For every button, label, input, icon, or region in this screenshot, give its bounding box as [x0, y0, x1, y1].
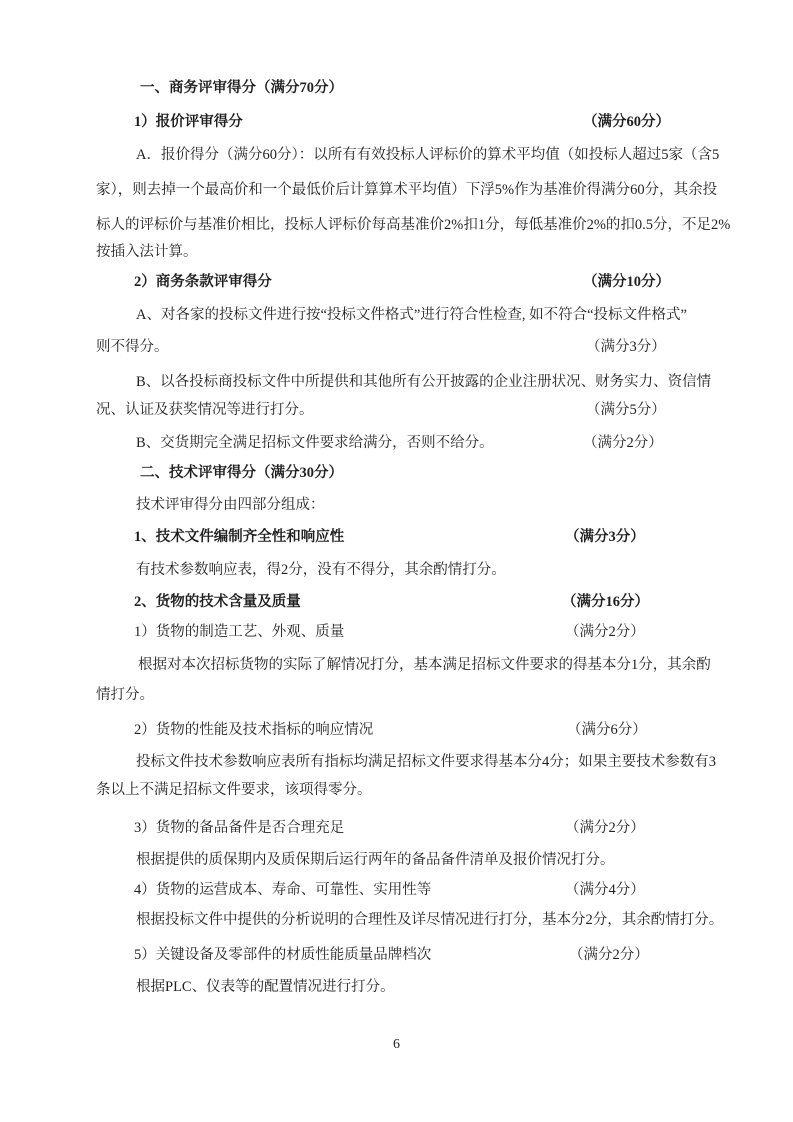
max-score-label: （满分6分） — [567, 722, 647, 738]
max-score-label: （满分2分） — [565, 624, 645, 640]
heading-goods-tech-quality — [0, 593, 793, 612]
paragraph-text: 投标文件技术参数响应表所有指标均满足招标文件要求得基本分4分；如果主要技术参数有3 — [136, 754, 716, 770]
heading-text: 2、货物的技术含量及质量 — [134, 594, 301, 610]
max-score-label: （满分3分） — [586, 339, 666, 355]
heading-text: 1、技术文件编制齐全性和响应性 — [134, 529, 345, 545]
item-spare-parts — [0, 819, 793, 838]
item-manufacturing-quality — [0, 623, 793, 642]
max-score-label: （满分3分） — [565, 529, 645, 545]
item-text: 2）货物的性能及技术指标的响应情况 — [134, 722, 374, 738]
heading-commercial-score — [0, 79, 793, 98]
item-operating-cost — [0, 881, 793, 900]
max-score-label: （满分2分） — [565, 820, 645, 836]
max-score-label: （满分2分） — [569, 947, 649, 963]
para-price-scoring-line-4 — [0, 243, 793, 262]
para-enterprise-info-line-2 — [0, 401, 793, 420]
para-performance-line-1 — [0, 753, 793, 772]
max-score-label: （满分2分） — [583, 435, 663, 451]
heading-commercial-terms — [0, 273, 793, 292]
paragraph-text: 标人的评标价与基准价相比，投标人评标价每高基准价2%扣1分，每低基准价2%的扣0.5分，不足2% — [96, 217, 731, 233]
heading-text: 2）商务条款评审得分 — [134, 274, 272, 290]
para-operating-cost — [0, 911, 793, 930]
item-text: 5）关键设备及零部件的材质性能质量品牌档次 — [134, 947, 432, 963]
paragraph-text: 有技术参数响应表，得2分，没有不得分，其余酌情打分。 — [136, 562, 506, 578]
paragraph-text: 按插入法计算。 — [96, 244, 198, 260]
item-key-equipment — [0, 946, 793, 965]
paragraph-text: 情打分。 — [96, 687, 154, 703]
paragraph-text: A、对各家的投标文件进行按“投标文件格式”进行符合性检查, 如不符合“投标文件格式” — [136, 307, 687, 323]
para-price-scoring-line-2 — [0, 181, 793, 200]
item-performance-response — [0, 721, 793, 740]
heading-technical-score — [0, 464, 793, 483]
heading-text: 二、技术评审得分（满分30分） — [140, 465, 343, 481]
para-price-scoring-line-1 — [0, 146, 793, 165]
max-score-label: （满分5分） — [586, 402, 666, 418]
paragraph-text: B、以各投标商投标文件中所提供和其他所有公开披露的企业注册状况、财务实力、资信情 — [136, 374, 712, 390]
para-performance-line-2 — [0, 781, 793, 800]
paragraph-text: 则不得分。 — [96, 339, 169, 355]
max-score-label: （满分4分） — [565, 882, 645, 898]
paragraph-text: 根据投标文件中提供的分析说明的合理性及详尽情况进行打分，基本分2分，其余酌情打分。 — [136, 912, 724, 928]
paragraph-text: 根据PLC、仪表等的配置情况进行打分。 — [136, 979, 395, 995]
para-tech-response-table — [0, 561, 793, 580]
max-score-label: （满分60分） — [583, 114, 670, 130]
heading-tech-doc-completeness — [0, 528, 793, 547]
item-text: 1）货物的制造工艺、外观、质量 — [134, 624, 345, 640]
para-spare-parts — [0, 851, 793, 870]
para-plc-config — [0, 978, 793, 997]
paragraph-text: 技术评审得分由四部分组成： — [136, 497, 325, 513]
max-score-label: （满分16分） — [562, 594, 649, 610]
heading-text: 1）报价评审得分 — [134, 114, 243, 130]
para-manufacturing-line-1 — [0, 656, 793, 675]
heading-price-review — [0, 113, 793, 132]
para-enterprise-info-line-1 — [0, 373, 793, 392]
paragraph-text: 根据对本次招标货物的实际了解情况打分，基本满足招标文件要求的得基本分1分，其余酌 — [138, 657, 711, 673]
paragraph-text: 根据提供的质保期内及质保期后运行两年的备品备件清单及报价情况打分。 — [136, 852, 615, 868]
item-text: 3）货物的备品备件是否合理充足 — [134, 820, 345, 836]
para-format-check-line-2 — [0, 338, 793, 357]
paragraph-text: 条以上不满足招标文件要求，该项得零分。 — [96, 782, 372, 798]
max-score-label: （满分10分） — [583, 274, 670, 290]
para-price-scoring-line-3 — [0, 216, 793, 235]
item-text: 4）货物的运营成本、寿命、可靠性、实用性等 — [134, 882, 432, 898]
para-manufacturing-line-2 — [0, 686, 793, 705]
para-delivery-time — [0, 434, 793, 453]
heading-text: 一、商务评审得分（满分70分） — [140, 80, 343, 96]
para-format-check-line-1 — [0, 306, 793, 325]
page-number: 6 — [393, 1037, 400, 1052]
paragraph-text: B、交货期完全满足招标文件要求给满分，否则不给分。 — [136, 435, 494, 451]
paragraph-text: A．报价得分（满分60分）：以所有有效投标人评标价的算术平均值（如投标人超过5家（含5 — [136, 147, 720, 163]
paragraph-text: 家），则去掉一个最高价和一个最低价后计算算术平均值）下浮5%作为基准价得满分60分，其余投 — [96, 182, 718, 198]
para-technical-intro — [0, 496, 793, 515]
paragraph-text: 况、认证及获奖情况等进行打分。 — [96, 402, 314, 418]
